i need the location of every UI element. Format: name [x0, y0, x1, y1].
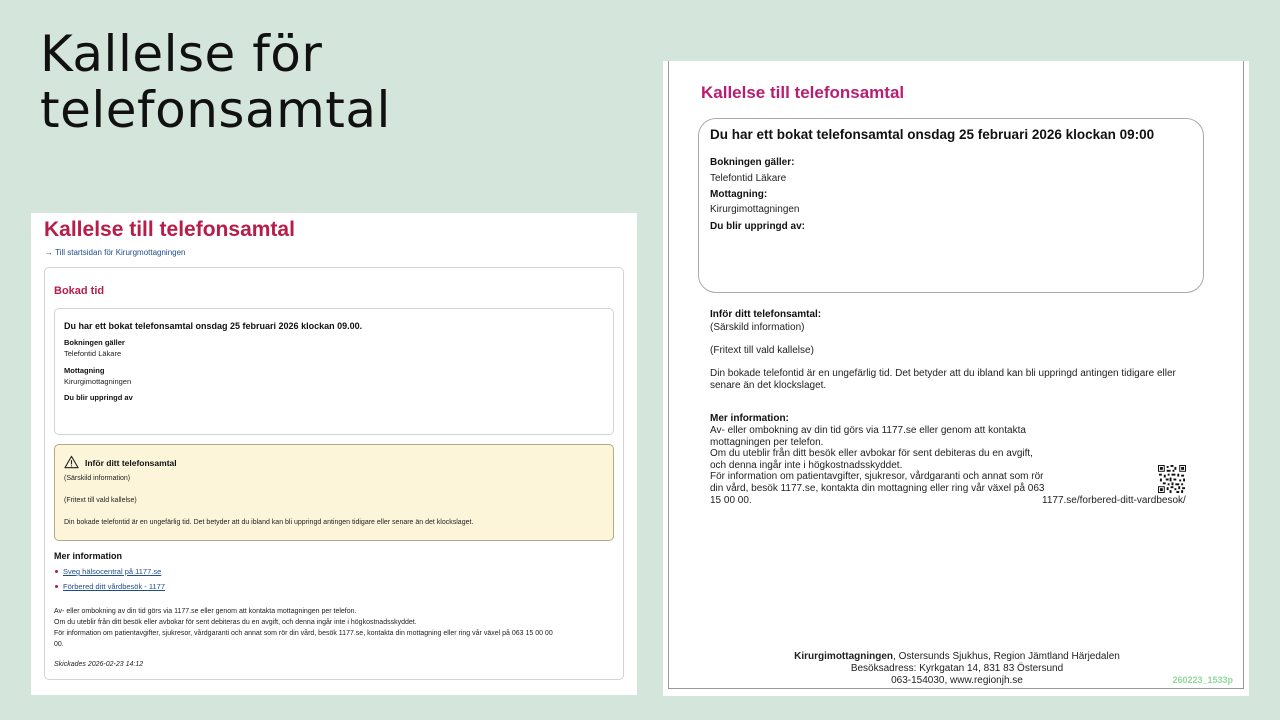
sent-timestamp: Skickades 2026-02-23 14:12	[54, 661, 144, 668]
letter-headline: Du har ett bokat telefonsamtal onsdag 25 februari 2026 klockan 09:00	[710, 127, 1155, 142]
notice-freetext: (Fritext till vald kallelse)	[64, 497, 137, 504]
letter-freetext: (Fritext till vald kallelse)	[710, 345, 814, 356]
info-text	[54, 606, 614, 650]
web-page-title: Kallelse till telefonsamtal	[44, 218, 295, 241]
warning-icon	[64, 455, 79, 469]
notice-title: Inför ditt telefonsamtal	[85, 458, 177, 468]
booking-value: Telefontid Läkare	[64, 349, 122, 358]
letter-more-line: Om du uteblir från ditt besök eller avbokar för sent debiteras du en avgift, och denna ingår inte i högkostnadsskyddet.	[710, 448, 1033, 471]
letter-appointment-box	[698, 118, 1204, 293]
list-item	[54, 567, 165, 582]
letter-title: Kallelse till telefonsamtal	[701, 83, 905, 102]
back-to-start-link[interactable]: → Till startsidan för Kirurgmottagningen	[45, 248, 186, 257]
slide-title-line-1: Kallelse för	[40, 25, 323, 83]
info-line: 00.	[54, 641, 64, 648]
section-title: Bokad tid	[54, 285, 105, 297]
letter-time-info: Din bokade telefontid är en ungefärlig tid. Det betyder att du ibland kan bli uppringd antingen tidigare eller senare än det klockslaget.	[710, 368, 1176, 391]
more-info-links	[54, 567, 165, 597]
info-line: Av- eller ombokning av din tid görs via 1177.se eller genom att kontakta mottagningen per telefon.	[54, 608, 357, 615]
footer-contact: 063-154030, www.regionjh.se	[891, 675, 1023, 686]
letter-page	[668, 61, 1244, 689]
caller-label: Du blir uppringd av	[64, 393, 133, 402]
slide-title	[40, 26, 391, 138]
qr-link-text: 1177.se/forbered-ditt-vardbesok/	[1042, 495, 1186, 506]
more-info-heading: Mer information	[54, 551, 123, 561]
booking-card	[44, 267, 624, 680]
info-line: Om du uteblir från ditt besök eller avbokar för sent debiteras du en avgift, och denna ingår inte i högkostnadsskyddet.	[54, 619, 417, 626]
letter-reception-value: Kirurgimottagningen	[710, 204, 800, 215]
slide-title-line-2: telefonsamtal	[40, 81, 391, 139]
appointment-headline: Du har ett bokat telefonsamtal onsdag 25 februari 2026 klockan 09.00.	[64, 321, 363, 331]
letter-booking-label: Bokningen gäller:	[710, 157, 795, 168]
info-line: För information om patientavgifter, sjukresor, vårdgaranti och annat som rör din vård, besök 1177.se, kontakta din mottagning eller ring vår växel på 063 15 00 00	[54, 630, 553, 637]
list-item	[54, 582, 165, 597]
reception-label: Mottagning	[64, 366, 105, 375]
document-code: 260223_1533p	[1172, 675, 1233, 685]
booking-label: Bokningen gäller	[64, 338, 125, 347]
letter-more-info	[710, 425, 1050, 506]
letter-special-info: (Särskild information)	[710, 322, 805, 333]
letter-more-line: För information om patientavgifter, sjukresor, vårdgaranti och annat som rör din vård, besök 1177.se, kontakta din mottagning eller ring vår växel på 063 15 00 00.	[710, 471, 1045, 506]
letter-more-title: Mer information:	[710, 413, 789, 424]
footer-org: Kirurgimottagningen	[794, 651, 894, 662]
footer-org-line	[669, 651, 1245, 663]
prepare-visit-link[interactable]: Förbered ditt vårdbesök - 1177	[63, 582, 166, 591]
health-centre-link[interactable]: Sveg hälsocentral på 1177.se	[63, 567, 162, 576]
notice-special-info: (Särskild information)	[64, 475, 131, 482]
letter-more-line: Av- eller ombokning av din tid görs via 1177.se eller genom att kontakta mottagningen per telefon.	[710, 425, 1026, 448]
letter-caller-label: Du blir uppringd av:	[710, 221, 805, 232]
letter-view	[663, 61, 1249, 696]
letter-reception-label: Mottagning:	[710, 189, 768, 200]
appointment-details	[54, 308, 614, 435]
preparation-notice	[54, 444, 614, 541]
reception-value: Kirurgimottagningen	[64, 377, 132, 386]
footer-address: Besöksadress: Kyrkgatan 14, 831 83 Östersund	[850, 663, 1064, 674]
footer-org-rest: , Ostersunds Sjukhus, Region Jämtland Härjedalen	[893, 651, 1120, 662]
letter-footer	[669, 651, 1245, 687]
web-view-screenshot	[31, 213, 637, 695]
letter-booking-value: Telefontid Läkare	[710, 173, 787, 184]
notice-time-info: Din bokade telefontid är en ungefärlig tid. Det betyder att du ibland kan bli uppringd antingen tidigare eller senare än det klockslaget.	[64, 519, 474, 526]
qr-code-icon	[1158, 465, 1186, 493]
letter-prep-title: Inför ditt telefonsamtal:	[710, 309, 822, 320]
